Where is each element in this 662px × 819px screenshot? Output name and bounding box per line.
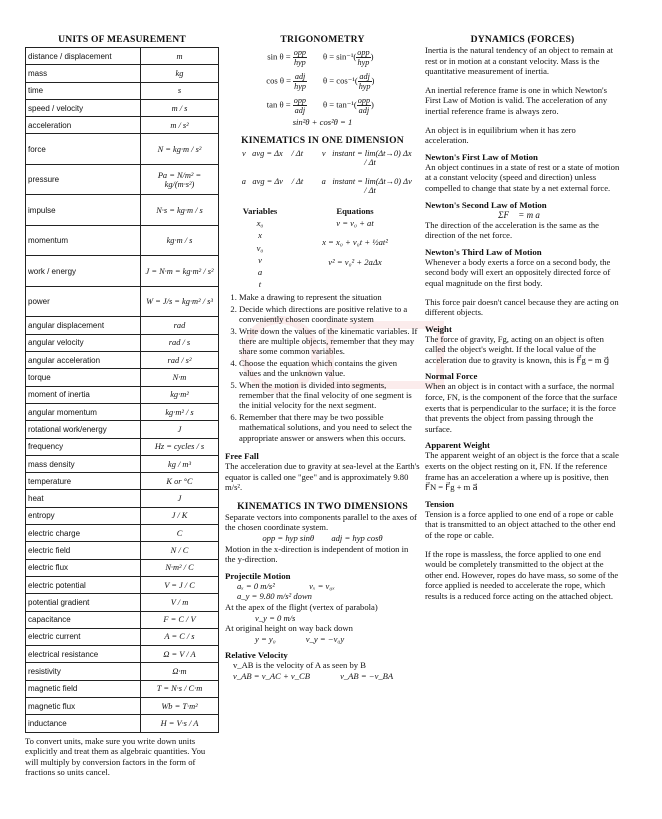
unit-cell: H = V·s / A xyxy=(141,715,219,732)
quantity-cell: rotational work/energy xyxy=(26,421,141,438)
unit-cell: rad / s² xyxy=(141,352,219,369)
kin-variable: v xyxy=(258,254,262,265)
quantity-cell: electrical resistance xyxy=(26,646,141,663)
trig-equations xyxy=(225,45,420,117)
equations-header: Equations xyxy=(336,206,374,216)
newton2-title: Newton's Second Law of Motion xyxy=(425,199,547,210)
unit-cell: T = N·s / C·m xyxy=(141,680,219,697)
unit-cell: kg·m / s xyxy=(141,225,219,256)
quantity-cell: mass density xyxy=(26,455,141,472)
kin-variable: x xyxy=(258,230,262,241)
apparent-weight-title: Apparent Weight xyxy=(425,440,490,451)
weight-title: Weight xyxy=(425,323,452,334)
units-row xyxy=(26,611,219,628)
quantity-cell: magnetic flux xyxy=(26,698,141,715)
step-item: 6. Remember that there may be two possible mathematical solutions, and you need to select the appropriate answer or answers when this occurs. xyxy=(239,412,420,443)
units-row xyxy=(26,473,219,490)
dyn-title: DYNAMICS (FORCES) xyxy=(470,34,575,45)
unit-cell: C xyxy=(141,525,219,542)
aavg-eq: a⃗avg = Δv⃗ / Δt xyxy=(241,177,304,186)
newton2-text: The direction of the acceleration is the same as the direction of the net force. xyxy=(425,219,599,241)
units-note: To convert units, make sure you write down units explicitly and treat them as algebraic quantities. You will multiply by conversion factors in the form of fractions so units cancel. xyxy=(25,735,206,778)
unit-cell: Pa = N/m² = kg/(m·s²) xyxy=(141,164,219,195)
unit-cell: N·s = kg·m / s xyxy=(141,195,219,226)
unit-cell: N·m² / C xyxy=(141,559,219,576)
trig-num: opp xyxy=(293,47,306,57)
quantity-cell: temperature xyxy=(26,473,141,490)
kin-variable: x₀ xyxy=(256,218,264,229)
weight-text: The force of gravity, Fg, acting on an object is often called the object's weight. If the local value of the acceleration due to gravity is known, this is F⃗g = m g⃗ xyxy=(425,333,610,365)
step-item: 4. Choose the equation which contains the given values and the unknown value. xyxy=(239,358,420,379)
quantity-cell: electric current xyxy=(26,628,141,645)
units-row xyxy=(26,352,219,369)
trig-den: hyp xyxy=(293,57,306,67)
unit-cell: F = C / V xyxy=(141,611,219,628)
unit-cell: Hz = cycles / s xyxy=(141,438,219,455)
tension-massive-text: If the rope is massless, the force applied to one end would be completely transmitted to the object at the other end. However, ropes do have mass, so some of the force applied is needed to accelerate the rope, which results is a reduced force acting on the attached object. xyxy=(425,548,619,601)
kin1d-title: KINEMATICS IN ONE DIMENSION xyxy=(241,135,404,146)
trig-fn: sin θ = xyxy=(267,50,291,61)
unit-cell: N / C xyxy=(141,542,219,559)
quantity-cell: capacitance xyxy=(26,611,141,628)
unit-cell: N = kg·m / s² xyxy=(141,134,219,165)
units-row xyxy=(26,559,219,576)
quantity-cell: mass xyxy=(26,65,141,82)
variables-header: Variables xyxy=(242,206,278,216)
quantity-cell: moment of inertia xyxy=(26,386,141,403)
units-row xyxy=(26,82,219,99)
trig-inv-den: hyp xyxy=(358,81,371,91)
trig-inv-den: adj xyxy=(358,105,370,115)
quantity-cell: power xyxy=(26,286,141,317)
unit-cell: V / m xyxy=(141,594,219,611)
newton1-title: Newton's First Law of Motion xyxy=(425,151,538,162)
units-row xyxy=(26,542,219,559)
proj-ax: aₓ = 0 m/s² vₓ = v₀ₓ xyxy=(237,580,335,591)
relvel-text: v_AB is the velocity of A as seen by B xyxy=(233,660,366,671)
equilibrium-text: An object is in equilibrium when it has zero acceleration. xyxy=(425,124,576,146)
quantity-cell: resistivity xyxy=(26,663,141,680)
normal-force-text: When an object is in contact with a surface, the normal force, FN, is the component of the force that the surface exerts that is perpendicular to the surface; it is the force that prevents the object from passing through the surface. xyxy=(425,381,618,434)
quantity-cell: acceleration xyxy=(26,117,141,134)
unit-cell: J xyxy=(141,490,219,507)
kin-equation: v = v₀ + at xyxy=(336,218,374,229)
unit-cell: J = N·m = kg·m² / s² xyxy=(141,256,219,287)
projectile-title: Projectile Motion xyxy=(225,570,291,581)
quantity-cell: momentum xyxy=(26,225,141,256)
unit-cell: Wb = T·m² xyxy=(141,698,219,715)
kin-variable: t xyxy=(258,279,262,290)
quantity-cell: inductance xyxy=(26,715,141,732)
vinst-eq: v⃗instant = lim(Δt→0) Δx⃗ / Δt xyxy=(321,149,419,167)
quantity-cell: angular momentum xyxy=(26,403,141,420)
units-row xyxy=(26,286,219,317)
unit-cell: A = C / s xyxy=(141,628,219,645)
dynamics-column xyxy=(425,34,620,602)
trig-inv-num: adj xyxy=(359,71,370,81)
trig-inv-fn: θ = sin⁻¹ xyxy=(323,50,354,61)
units-row xyxy=(26,369,219,386)
units-row xyxy=(26,698,219,715)
proj-down: At original height on way back down xyxy=(225,623,353,634)
units-row xyxy=(26,525,219,542)
trig-num: adj xyxy=(294,71,306,81)
unit-cell: s xyxy=(141,82,219,99)
kin-equation: v² = v₀² + 2aΔx xyxy=(328,256,382,267)
step-item: 1. Make a drawing to represent the situation xyxy=(239,292,420,302)
quantity-cell: electric field xyxy=(26,542,141,559)
step-item: 5. When the motion is divided into segments, remember that the final velocity of one segment is the initial velocity for the next segment. xyxy=(239,380,420,411)
trig-inv-fn: θ = cos⁻¹ xyxy=(323,74,355,85)
quantity-cell: potential gradient xyxy=(26,594,141,611)
units-row xyxy=(26,628,219,645)
units-row xyxy=(26,134,219,165)
tension-title: Tension xyxy=(425,498,455,509)
units-row xyxy=(26,455,219,472)
trig-den: hyp xyxy=(294,81,306,91)
quantity-cell: speed / velocity xyxy=(26,99,141,116)
unit-cell: m / s xyxy=(141,99,219,116)
units-title: UNITS OF MEASUREMENT xyxy=(58,34,186,45)
vavg-eq: v⃗avg = Δx⃗ / Δt xyxy=(241,149,304,158)
trig-fn: tan θ = xyxy=(266,98,291,109)
quantity-cell: frequency xyxy=(26,438,141,455)
freefall-text: The acceleration due to gravity at sea-level at the Earth's equator is called one "gee" and is approximately 9.80 m/s². xyxy=(225,461,420,493)
quantity-cell: electric potential xyxy=(26,576,141,593)
units-row xyxy=(26,594,219,611)
quantity-cell: heat xyxy=(26,490,141,507)
quantity-cell: impulse xyxy=(26,195,141,226)
units-row xyxy=(26,421,219,438)
unit-cell: rad xyxy=(141,317,219,334)
newton3-title: Newton's Third Law of Motion xyxy=(425,246,542,257)
units-row xyxy=(26,403,219,420)
units-row xyxy=(26,715,219,732)
unit-cell: kg·m² xyxy=(141,386,219,403)
unit-cell: W = J/s = kg·m² / s³ xyxy=(141,286,219,317)
trig-title: TRIGONOMETRY xyxy=(280,34,365,45)
normal-force-title: Normal Force xyxy=(425,371,478,382)
units-row xyxy=(26,225,219,256)
newton3-text: Whenever a body exerts a force on a second body, the second body will exert an oppositely directed force of equal magnitude on the first body. xyxy=(425,256,611,288)
relvel-title: Relative Velocity xyxy=(225,650,288,661)
newton3-note: This force pair doesn't cancel because they are acting on different objects. xyxy=(425,296,619,318)
unit-cell: m / s² xyxy=(141,117,219,134)
units-row xyxy=(26,507,219,524)
quantity-cell: entropy xyxy=(26,507,141,524)
units-row xyxy=(26,576,219,593)
proj-apex: At the apex of the flight (vertex of parabola) xyxy=(225,602,378,613)
units-row xyxy=(26,646,219,663)
unit-cell: J xyxy=(141,421,219,438)
problem-steps xyxy=(225,292,420,443)
proj-vy: v_y = 0 m/s xyxy=(255,612,296,623)
units-row xyxy=(26,438,219,455)
kin-variables-table xyxy=(225,205,420,290)
kinematics-column xyxy=(225,34,420,682)
unit-cell: kg·m² / s xyxy=(141,403,219,420)
units-row xyxy=(26,164,219,195)
units-row xyxy=(26,48,219,65)
units-column xyxy=(25,34,219,778)
units-row xyxy=(26,317,219,334)
trig-inv-num: opp xyxy=(357,95,371,105)
inertial-frame-text: An inertial reference frame is one in which Newton's First Law of Motion is valid. The acceleration of any inertial reference frame is always zero. xyxy=(425,84,608,116)
unit-cell: Ω·m xyxy=(141,663,219,680)
units-row xyxy=(26,99,219,116)
unit-cell: V = J / C xyxy=(141,576,219,593)
units-table xyxy=(25,47,219,733)
quantity-cell: electric charge xyxy=(26,525,141,542)
units-row xyxy=(26,680,219,697)
unit-cell: Ω = V / A xyxy=(141,646,219,663)
kin-equation: x = x₀ + v₀t + ½at² xyxy=(322,237,388,248)
quantity-cell: distance / displacement xyxy=(26,48,141,65)
newton1-text: An object continues in a state of rest or a state of motion at a constant velocity (speed and direction) unless compelled to change that state by a net external force. xyxy=(425,161,620,193)
quantity-cell: angular velocity xyxy=(26,334,141,351)
component-eqs: opp = hyp sinθ adj = hyp cosθ xyxy=(262,533,383,544)
kin2d-text1: Separate vectors into components parallel to the axes of the chosen coordinate system. xyxy=(225,511,417,533)
trig-inv-den: hyp xyxy=(357,57,370,67)
unit-cell: K or °C xyxy=(141,473,219,490)
trig-fn: cos θ = xyxy=(266,74,292,85)
ainst-eq: a⃗instant = lim(Δt→0) Δv⃗ / Δt xyxy=(321,177,419,195)
quantity-cell: force xyxy=(26,134,141,165)
step-item: 2. Decide which directions are positive relative to a conveniently chosen coordinate system xyxy=(239,304,420,325)
newton2-eq: ΣF⃗ = m a⃗ xyxy=(498,209,547,220)
units-row xyxy=(26,195,219,226)
proj-y: y = y₀ v_y = −v₀y xyxy=(255,633,345,644)
kin2d-title: KINEMATICS IN TWO DIMENSIONS xyxy=(237,500,408,512)
trig-num: opp xyxy=(293,95,306,105)
quantity-cell: magnetic field xyxy=(26,680,141,697)
quantity-cell: work / energy xyxy=(26,256,141,287)
unit-cell: rad / s xyxy=(141,334,219,351)
units-row xyxy=(26,386,219,403)
trig-identity: sin²θ + cos²θ = 1 xyxy=(292,117,353,127)
step-item: 3. Write down the values of the kinematic variables. If there are multiple objects, remember that they may share some common variables. xyxy=(239,326,420,357)
inertia-text: Inertia is the natural tendency of an object to remain at rest or in motion at a constant velocity. Mass is the quantitative measurement of inertia. xyxy=(425,45,614,77)
trig-inv-num: opp xyxy=(357,47,370,57)
units-row xyxy=(26,663,219,680)
quantity-cell: pressure xyxy=(26,164,141,195)
freefall-title: Free Fall xyxy=(225,451,259,462)
trig-row: sin θ = opp hyp θ = sin⁻¹( opp hyp ) xyxy=(267,47,374,67)
apparent-weight-text: The apparent weight of an object is the force that a scale exerts on the object resting on it, FN. If the reference frame has an acceleration a where up is positive, then F⃗N = F⃗g + m a⃗ xyxy=(425,450,619,493)
trig-row: cos θ = adj hyp θ = cos⁻¹( adj hyp ) xyxy=(266,71,375,91)
quantity-cell: angular acceleration xyxy=(26,352,141,369)
units-row xyxy=(26,256,219,287)
units-row xyxy=(26,117,219,134)
unit-cell: kg xyxy=(141,65,219,82)
quantity-cell: torque xyxy=(26,369,141,386)
kin-variable: a xyxy=(257,267,263,278)
relvel-eq: v_AB = v_AC + v_CB v_AB = −v_BA xyxy=(233,671,394,682)
units-row xyxy=(26,490,219,507)
trig-den: adj xyxy=(294,105,306,115)
quantity-cell: angular displacement xyxy=(26,317,141,334)
unit-cell: m xyxy=(141,48,219,65)
proj-ay: a_y = 9.80 m/s² down xyxy=(237,591,312,602)
tension-text: Tension is a force applied to one end of a rope or cable that is transmitted to an object attached to the other end of the rope or cable. xyxy=(425,508,616,540)
kin-variable: v₀ xyxy=(256,242,264,253)
units-row xyxy=(26,334,219,351)
trig-row: tan θ = opp adj θ = tan⁻¹( opp adj ) xyxy=(266,95,374,115)
quantity-cell: time xyxy=(26,82,141,99)
unit-cell: J / K xyxy=(141,507,219,524)
units-row xyxy=(26,65,219,82)
trig-inv-fn: θ = tan⁻¹ xyxy=(323,98,354,109)
kin2d-text2: Motion in the x-direction is independent of motion in the y-direction. xyxy=(225,543,409,565)
unit-cell: N·m xyxy=(141,369,219,386)
quantity-cell: electric flux xyxy=(26,559,141,576)
unit-cell: kg / m³ xyxy=(141,455,219,472)
